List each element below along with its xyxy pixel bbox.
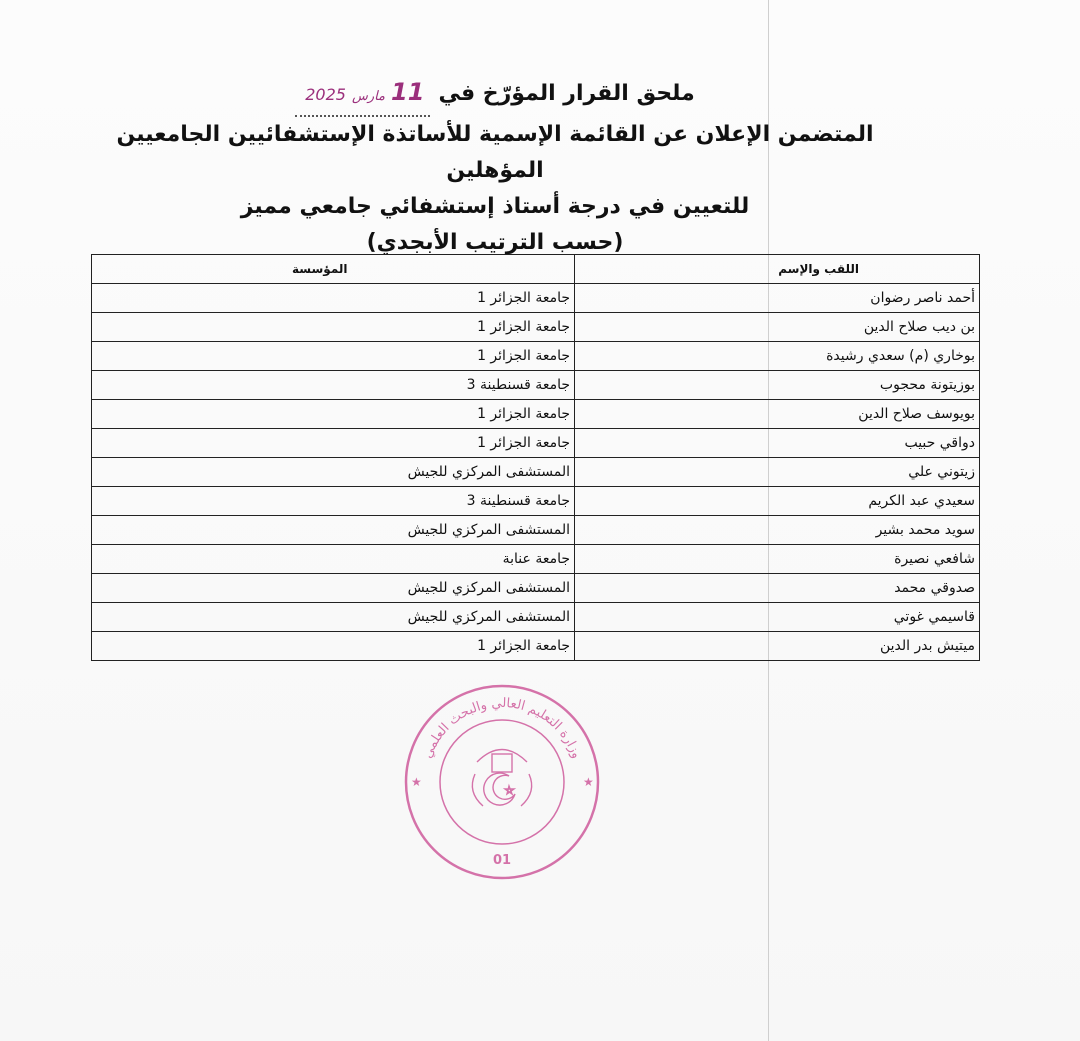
row-name: بن ديب صلاح الدين [575,313,980,342]
row-name: بويوسف صلاح الدين [575,400,980,429]
row-name: صدوقي محمد [575,574,980,603]
seal-number: 01 [492,853,512,868]
table-row [92,429,980,458]
table-row [92,371,980,400]
row-name: بوخاري (م) سعدي رشيدة [575,342,980,371]
row-institution: جامعة الجزائر 1 [92,632,575,661]
table-row [92,400,980,429]
decision-date-month: مارس [351,89,386,104]
table-header-row [92,255,980,284]
row-institution: جامعة قسنطينة 3 [92,371,575,400]
row-name: بوزيتونة محجوب [575,371,980,400]
row-name: دواقي حبيب [575,429,980,458]
table-row [92,487,980,516]
decision-date-year: 2025 [305,85,346,104]
row-name: شافعي نصيرة [575,545,980,574]
row-name: قاسيمي غوتي [575,603,980,632]
row-institution: المستشفى المركزي للجيش [92,603,575,632]
decision-date-day: 11 [391,78,425,106]
document-header [100,74,890,261]
seal-outer-ring [406,686,598,878]
row-institution: جامعة الجزائر 1 [92,400,575,429]
header-line-1-prefix: ملحق القرار المؤرّخ في [438,81,695,106]
table-row [92,545,980,574]
row-name: سويد محمد بشير [575,516,980,545]
row-institution: جامعة الجزائر 1 [92,342,575,371]
decision-date [295,74,430,117]
seal-text: وزارة التعليم العالي والبحث العلمي [420,695,584,761]
row-institution: جامعة الجزائر 1 [92,284,575,313]
row-institution: جامعة قسنطينة 3 [92,487,575,516]
row-name: ميتيش بدر الدين [575,632,980,661]
seal-star-right-icon: ★ [583,775,594,789]
seal-inner-ring [440,720,564,844]
table-row [92,284,980,313]
seal-star-left-icon: ★ [411,775,422,789]
table-row [92,574,980,603]
header-line-3: للتعيين في درجة أستاذ إستشفائي جامعي مميز [240,194,750,219]
row-name: سعيدي عبد الكريم [575,487,980,516]
row-name: زيتوني علي [575,458,980,487]
header-line-4: (حسب الترتيب الأبجدي) [366,230,624,255]
table-row [92,516,980,545]
table-row [92,458,980,487]
table-row [92,632,980,661]
qualified-professors-table [91,254,980,661]
row-institution: المستشفى المركزي للجيش [92,516,575,545]
algeria-emblem-icon [472,750,531,807]
header-line-2: المتضمن الإعلان عن القائمة الإسمية للأساتذة الإستشفائيين الجامعيين المؤهلين [116,122,874,183]
ministry-seal-stamp [397,682,607,882]
row-institution: المستشفى المركزي للجيش [92,458,575,487]
table-row [92,313,980,342]
column-header-name: اللقب والإسم [575,255,980,284]
row-institution: جامعة الجزائر 1 [92,313,575,342]
row-institution: جامعة الجزائر 1 [92,429,575,458]
table-row [92,603,980,632]
header-line-1 [100,74,890,117]
table-row [92,342,980,371]
row-institution: المستشفى المركزي للجيش [92,574,575,603]
row-name: أحمد ناصر رضوان [575,284,980,313]
row-institution: جامعة عنابة [92,545,575,574]
column-header-institution: المؤسسة [92,255,575,284]
